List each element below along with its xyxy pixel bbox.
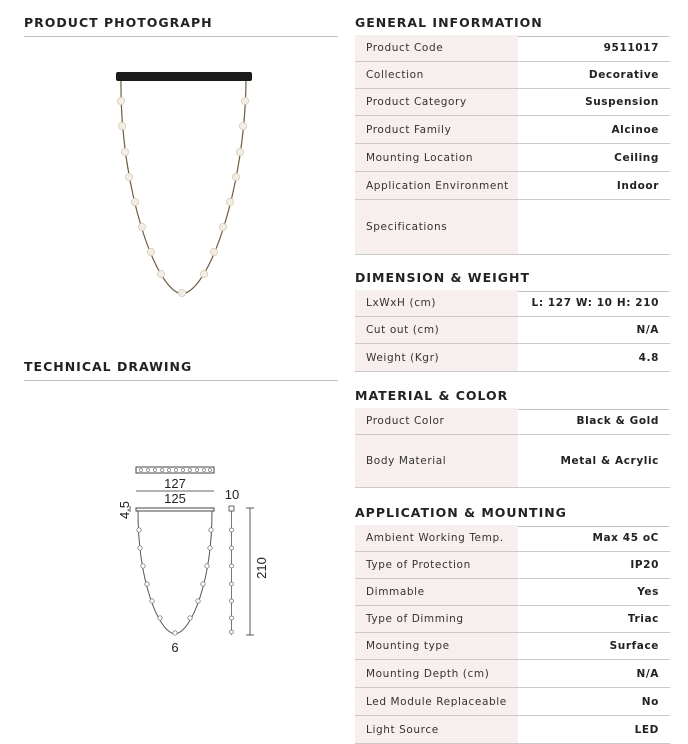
row-label: Type of Dimming bbox=[355, 606, 518, 632]
table-row bbox=[355, 525, 670, 552]
row-label: Product Color bbox=[355, 408, 518, 434]
material-color-table bbox=[355, 408, 670, 488]
row-label: Specifications bbox=[355, 200, 518, 254]
table-row bbox=[355, 606, 670, 633]
row-label: Application Environment bbox=[355, 172, 518, 199]
table-row bbox=[355, 116, 670, 144]
ceiling-bar bbox=[116, 72, 252, 81]
table-row bbox=[355, 688, 670, 716]
dim-height: 210 bbox=[254, 557, 269, 579]
row-label: Collection bbox=[355, 62, 518, 88]
technical-drawing-title: TECHNICAL DRAWING bbox=[24, 359, 338, 381]
table-row bbox=[355, 660, 670, 688]
table-row bbox=[355, 172, 670, 200]
row-value: LED bbox=[634, 723, 659, 736]
row-value: Yes bbox=[637, 586, 659, 598]
row-value: Alcinoe bbox=[611, 123, 659, 136]
row-value: N/A bbox=[636, 324, 659, 336]
row-label: Light Source bbox=[355, 716, 518, 743]
table-row bbox=[355, 35, 670, 62]
acrylic-beads bbox=[117, 97, 248, 296]
row-label: Mounting type bbox=[355, 633, 518, 659]
table-row bbox=[355, 89, 670, 116]
table-row bbox=[355, 408, 670, 435]
table-row bbox=[355, 200, 670, 255]
technical-drawing bbox=[110, 460, 280, 660]
dim-top-offset: 4.5 bbox=[117, 500, 132, 520]
row-value: Decorative bbox=[588, 69, 659, 81]
product-photo bbox=[100, 66, 270, 306]
row-label: Cut out (cm) bbox=[355, 317, 518, 343]
general-information-table bbox=[355, 35, 670, 255]
dim-width: 10 bbox=[224, 487, 240, 502]
row-value: Suspension bbox=[585, 96, 659, 108]
row-value: Surface bbox=[609, 640, 659, 652]
application-mounting-title: APPLICATION & MOUNTING bbox=[355, 505, 669, 527]
row-value: Triac bbox=[627, 613, 659, 625]
row-value: Metal & Acrylic bbox=[560, 455, 659, 467]
row-value: Ceiling bbox=[614, 151, 659, 164]
table-row bbox=[355, 62, 670, 89]
table-row bbox=[355, 290, 670, 317]
row-label: Mounting Depth (cm) bbox=[355, 660, 518, 687]
row-label: Dimmable bbox=[355, 579, 518, 605]
product-photograph-title: PRODUCT PHOTOGRAPH bbox=[24, 15, 338, 37]
row-label: Led Module Replaceable bbox=[355, 688, 518, 715]
dimension-weight-table bbox=[355, 290, 670, 372]
dim-length-inner: 125 bbox=[164, 491, 186, 506]
row-label: Product Family bbox=[355, 116, 518, 143]
table-row bbox=[355, 716, 670, 744]
row-label: Weight (Kgr) bbox=[355, 344, 518, 371]
row-value: 9511017 bbox=[603, 42, 659, 54]
row-label: Product Category bbox=[355, 89, 518, 115]
general-information-title: GENERAL INFORMATION bbox=[355, 15, 669, 37]
table-row bbox=[355, 344, 670, 372]
table-row bbox=[355, 579, 670, 606]
row-value: IP20 bbox=[630, 559, 659, 571]
row-label: Mounting Location bbox=[355, 144, 518, 171]
table-row bbox=[355, 317, 670, 344]
row-value bbox=[518, 200, 670, 254]
material-color-title: MATERIAL & COLOR bbox=[355, 388, 669, 410]
dim-length-outer: 127 bbox=[164, 476, 186, 491]
row-value: N/A bbox=[636, 667, 659, 680]
table-row bbox=[355, 633, 670, 660]
row-value: L: 127 W: 10 H: 210 bbox=[531, 297, 659, 309]
row-label: Type of Protection bbox=[355, 552, 518, 578]
row-label: Body Material bbox=[355, 435, 518, 487]
row-value: Indoor bbox=[616, 179, 659, 192]
row-label: Ambient Working Temp. bbox=[355, 525, 518, 551]
row-value: Max 45 oC bbox=[592, 532, 659, 544]
table-row bbox=[355, 552, 670, 579]
dimension-weight-title: DIMENSION & WEIGHT bbox=[355, 270, 669, 292]
dim-bottom: 6 bbox=[171, 640, 179, 655]
application-mounting-table bbox=[355, 525, 670, 744]
row-value: 4.8 bbox=[638, 351, 659, 364]
table-row bbox=[355, 435, 670, 488]
row-value: Black & Gold bbox=[576, 415, 659, 427]
row-label: LxWxH (cm) bbox=[355, 290, 518, 316]
table-row bbox=[355, 144, 670, 172]
row-label: Product Code bbox=[355, 35, 518, 61]
row-value: No bbox=[641, 695, 659, 708]
